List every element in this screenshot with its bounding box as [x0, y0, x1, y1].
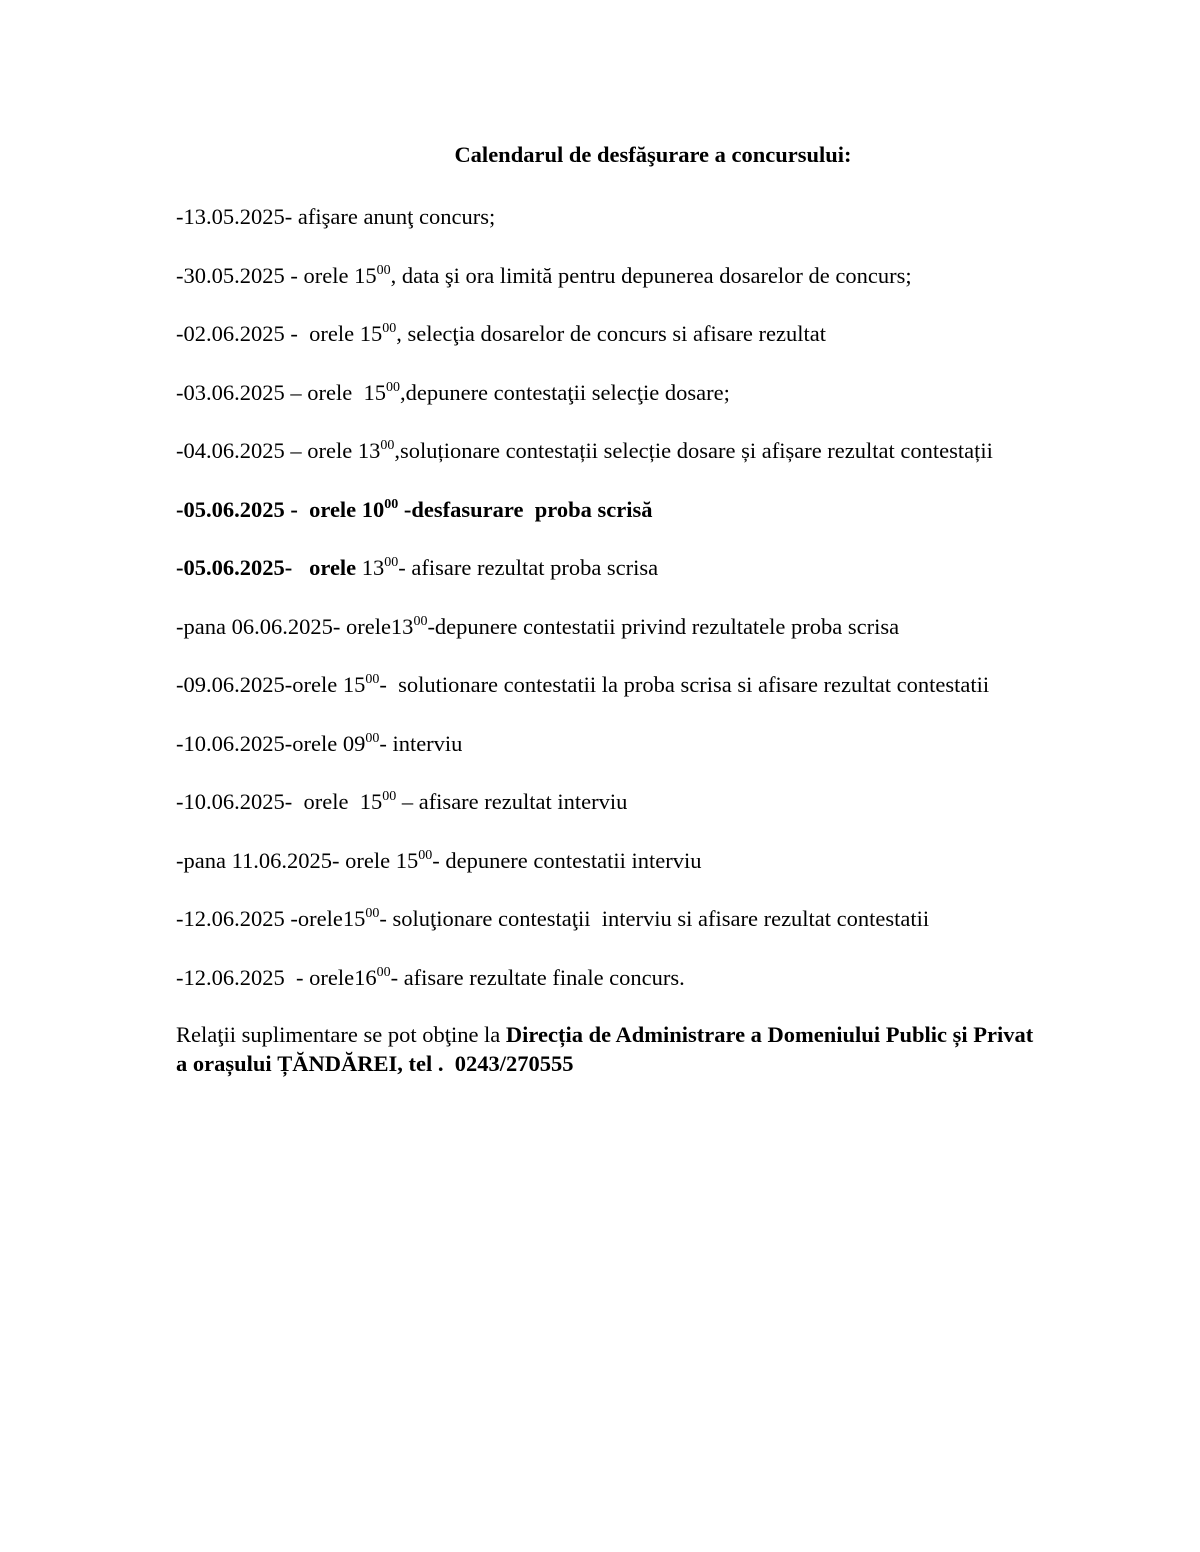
schedule-item [176, 669, 1176, 728]
schedule-item [176, 845, 1176, 904]
schedule-item [176, 377, 1176, 436]
schedule-item [176, 552, 1176, 611]
schedule-item [176, 494, 1176, 553]
time-superscript: 00 [418, 847, 433, 863]
schedule-item-text: -pana 11.06.2025- orele 15 [176, 847, 419, 873]
time-superscript: 00 [384, 555, 399, 570]
schedule-item-text: -desfasurare proba scrisă [398, 496, 653, 522]
schedule-item [176, 903, 1176, 962]
schedule-item-text: – afisare rezultat interviu [396, 789, 628, 814]
schedule-item-text: , selecţia dosarelor de concurs si afisare rezultat [396, 321, 826, 346]
schedule-item-text: -05.06.2025- orele [176, 555, 362, 580]
contact-organization-phone: a orașului ȚĂNDĂREI, tel . 0243/270555 [176, 1051, 574, 1076]
schedule-item-text: 13 [361, 555, 385, 580]
schedule-item-text: -10.06.2025- orele 15 [176, 789, 383, 814]
time-superscript: 00 [365, 906, 380, 921]
schedule-item-text: , data şi ora limită pentru depunerea dosarelor de concurs; [390, 262, 912, 288]
schedule-item-text: -03.06.2025 – orele 15 [176, 379, 386, 405]
schedule-item-text: -30.05.2025 - orele 15 [176, 262, 377, 288]
schedule-item [176, 962, 1176, 1021]
time-superscript: 00 [413, 613, 428, 629]
schedule-item-text: -05.06.2025 - orele 10 [176, 496, 385, 522]
contact-paragraph [176, 1020, 1166, 1078]
schedule-item-text: - soluţionare contestaţii interviu si afisare rezultat contestatii [379, 906, 930, 931]
schedule-item-text: - afisare rezultate finale concurs. [390, 964, 685, 990]
time-superscript: 00 [385, 379, 400, 395]
schedule-item-text: - interviu [379, 730, 463, 756]
schedule-item [176, 318, 1176, 377]
time-superscript: 00 [376, 262, 391, 278]
schedule-item [176, 260, 1176, 319]
schedule-item [176, 435, 1176, 494]
schedule-item [176, 728, 1176, 787]
schedule-item-text: -12.06.2025 -orele15 [176, 906, 366, 931]
time-superscript: 00 [382, 321, 397, 336]
schedule-item-text: - depunere contestatii interviu [432, 847, 702, 873]
time-superscript: 00 [365, 730, 380, 746]
schedule-item-text: ,soluționare contestații selecție dosare și afișare rezultat contestații [394, 438, 993, 463]
schedule-item [176, 611, 1176, 670]
schedule-item-text: -13.05.2025- afişare anunţ concurs; [176, 204, 496, 229]
schedule-item-text: - afisare rezultat proba scrisa [398, 555, 659, 580]
schedule-item-text: -10.06.2025-orele 09 [176, 730, 366, 756]
time-superscript: 00 [382, 789, 397, 804]
schedule-item [176, 201, 1176, 260]
contact-organization: Direcția de Administrare a Domeniului Public și Privat [505, 1022, 1034, 1047]
schedule-item-text: -09.06.2025-orele 15 [176, 672, 366, 697]
time-superscript: 00 [384, 496, 399, 512]
time-superscript: 00 [365, 672, 380, 687]
schedule-item-text: -pana 06.06.2025- orele13 [176, 613, 414, 639]
schedule-item-text: -12.06.2025 - orele16 [176, 964, 377, 990]
page-title: Calendarul de desfăşurare a concursului: [454, 142, 852, 167]
contact-intro: Relaţii suplimentare se pot obţine la [176, 1022, 506, 1047]
schedule-item-text: -02.06.2025 - orele 15 [176, 321, 383, 346]
schedule-list [176, 201, 1176, 1020]
time-superscript: 00 [380, 438, 395, 453]
schedule-item-text: -04.06.2025 – orele 13 [176, 438, 381, 463]
schedule-item-text: -depunere contestatii privind rezultatele proba scrisa [427, 613, 900, 639]
time-superscript: 00 [376, 964, 391, 980]
schedule-item-text: - solutionare contestatii la proba scrisa si afisare rezultat contestatii [379, 672, 990, 697]
schedule-item-text: ,depunere contestaţii selecţie dosare; [399, 379, 730, 405]
schedule-item [176, 786, 1176, 845]
